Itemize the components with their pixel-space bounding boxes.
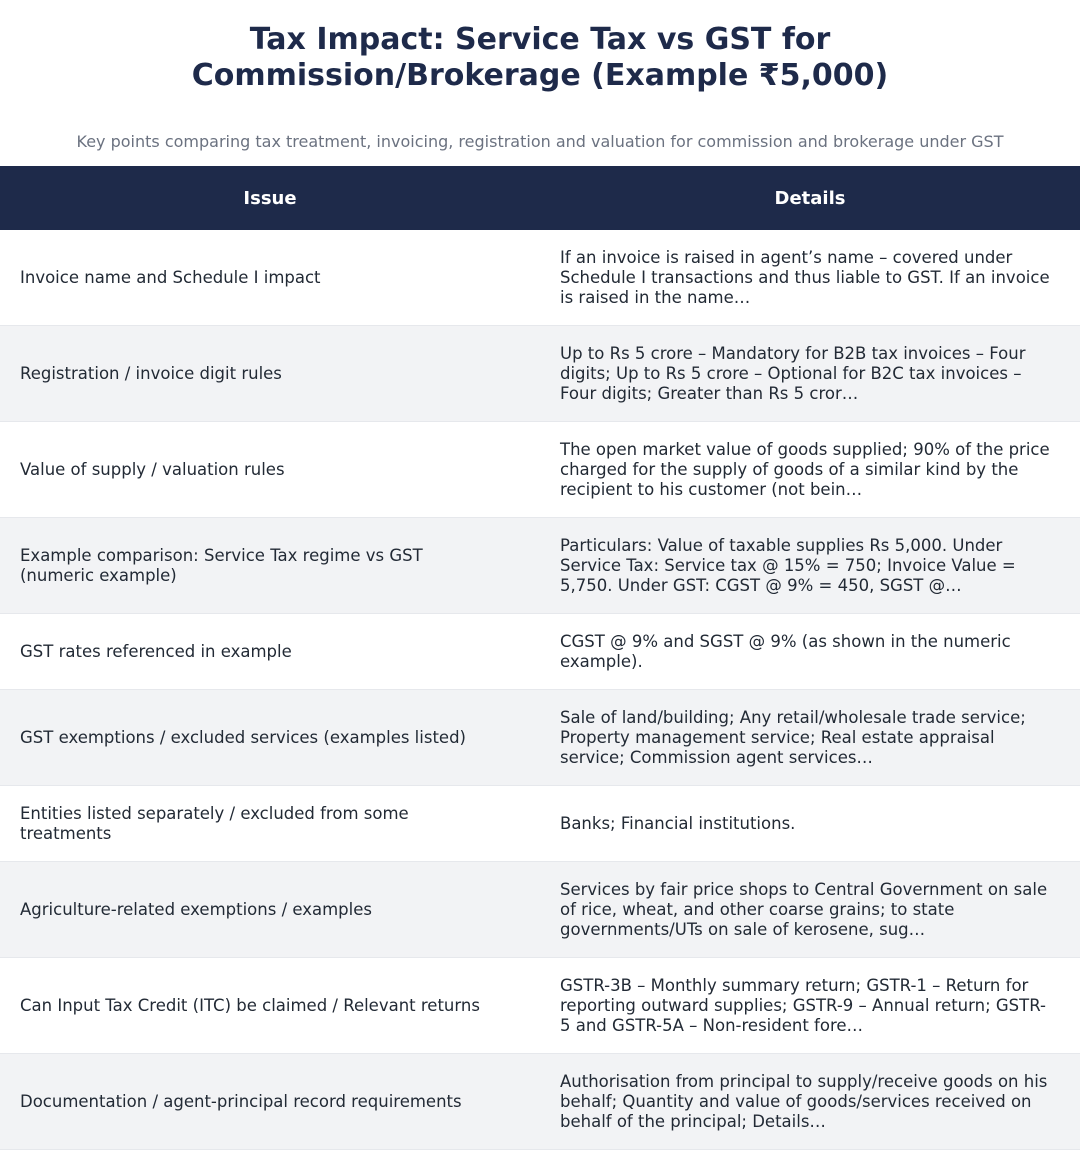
details-cell: Particulars: Value of taxable supplies Rs 5,000. Under Service Tax: Service tax @ 15% = 750; Invoice Value = 5,750. Under GST: CGST @ 9% = 450, SGST @… (560, 535, 1016, 595)
issue-cell: Documentation / agent-principal record requirements (20, 1091, 462, 1111)
issue-cell: Invoice name and Schedule I impact (20, 267, 321, 287)
table-row (0, 958, 1080, 1054)
issue-cell: GST exemptions / excluded services (examples listed) (20, 727, 466, 747)
table-row (0, 518, 1080, 614)
page-title (0, 0, 1080, 94)
table-row (0, 230, 1080, 326)
issue-cell: Can Input Tax Credit (ITC) be claimed / Relevant returns (20, 995, 480, 1015)
issue-cell: Agriculture-related exemptions / examples (20, 899, 372, 919)
table-row (0, 614, 1080, 690)
page-header (0, 0, 1080, 166)
table-header-row (0, 166, 1080, 230)
issue-cell: Registration / invoice digit rules (20, 363, 282, 383)
details-cell: Services by fair price shops to Central Government on sale of rice, wheat, and other coarse grains; to state governments/UTs on sale of kerosene, sug… (560, 879, 1048, 939)
details-cell: CGST @ 9% and SGST @ 9% (as shown in the numeric example). (560, 631, 1011, 671)
issue-cell: Entities listed separately / excluded from some treatments (20, 803, 409, 843)
details-cell: Sale of land/building; Any retail/wholesale trade service; Property management service; Real estate appraisal service; Commission agent services… (560, 707, 1026, 767)
details-cell: If an invoice is raised in agent’s name – covered under Schedule I transactions and thus liable to GST. If an invoice is raised in the name… (560, 247, 1050, 307)
page-title-line-1: Tax Impact: Service Tax vs GST for (249, 22, 831, 57)
column-header-issue: Issue (243, 187, 297, 209)
details-cell: GSTR-3B – Monthly summary return; GSTR-1 – Return for reporting outward supplies; GSTR-9 – Annual return; GSTR-5 and GSTR-5A – Non-resident fore… (560, 975, 1046, 1035)
details-cell: Banks; Financial institutions. (560, 813, 796, 833)
table-row (0, 326, 1080, 422)
issue-cell: Value of supply / valuation rules (20, 459, 285, 479)
issue-cell: GST rates referenced in example (20, 641, 292, 661)
tax-comparison-table (0, 166, 1080, 1150)
page-title-line-2: Commission/Brokerage (Example ₹5,000) (191, 58, 889, 93)
column-header-details: Details (774, 187, 846, 209)
details-cell: Up to Rs 5 crore – Mandatory for B2B tax invoices – Four digits; Up to Rs 5 crore – Optional for B2C tax invoices – Four digits; Greater than Rs 5 cror… (560, 343, 1026, 403)
table-row (0, 422, 1080, 518)
page-subtitle: Key points comparing tax treatment, invoicing, registration and valuation for commission and brokerage under GST (76, 132, 1004, 151)
table-row (0, 862, 1080, 958)
table-row (0, 1054, 1080, 1150)
table-row (0, 690, 1080, 786)
details-cell: The open market value of goods supplied; 90% of the price charged for the supply of goods of a similar kind by the recipient to his customer (not bein… (560, 439, 1050, 499)
table-row (0, 786, 1080, 862)
issue-cell: Example comparison: Service Tax regime vs GST (numeric example) (20, 545, 423, 585)
details-cell: Authorisation from principal to supply/receive goods on his behalf; Quantity and value of goods/services received on behalf of the principal; Details… (560, 1071, 1048, 1131)
